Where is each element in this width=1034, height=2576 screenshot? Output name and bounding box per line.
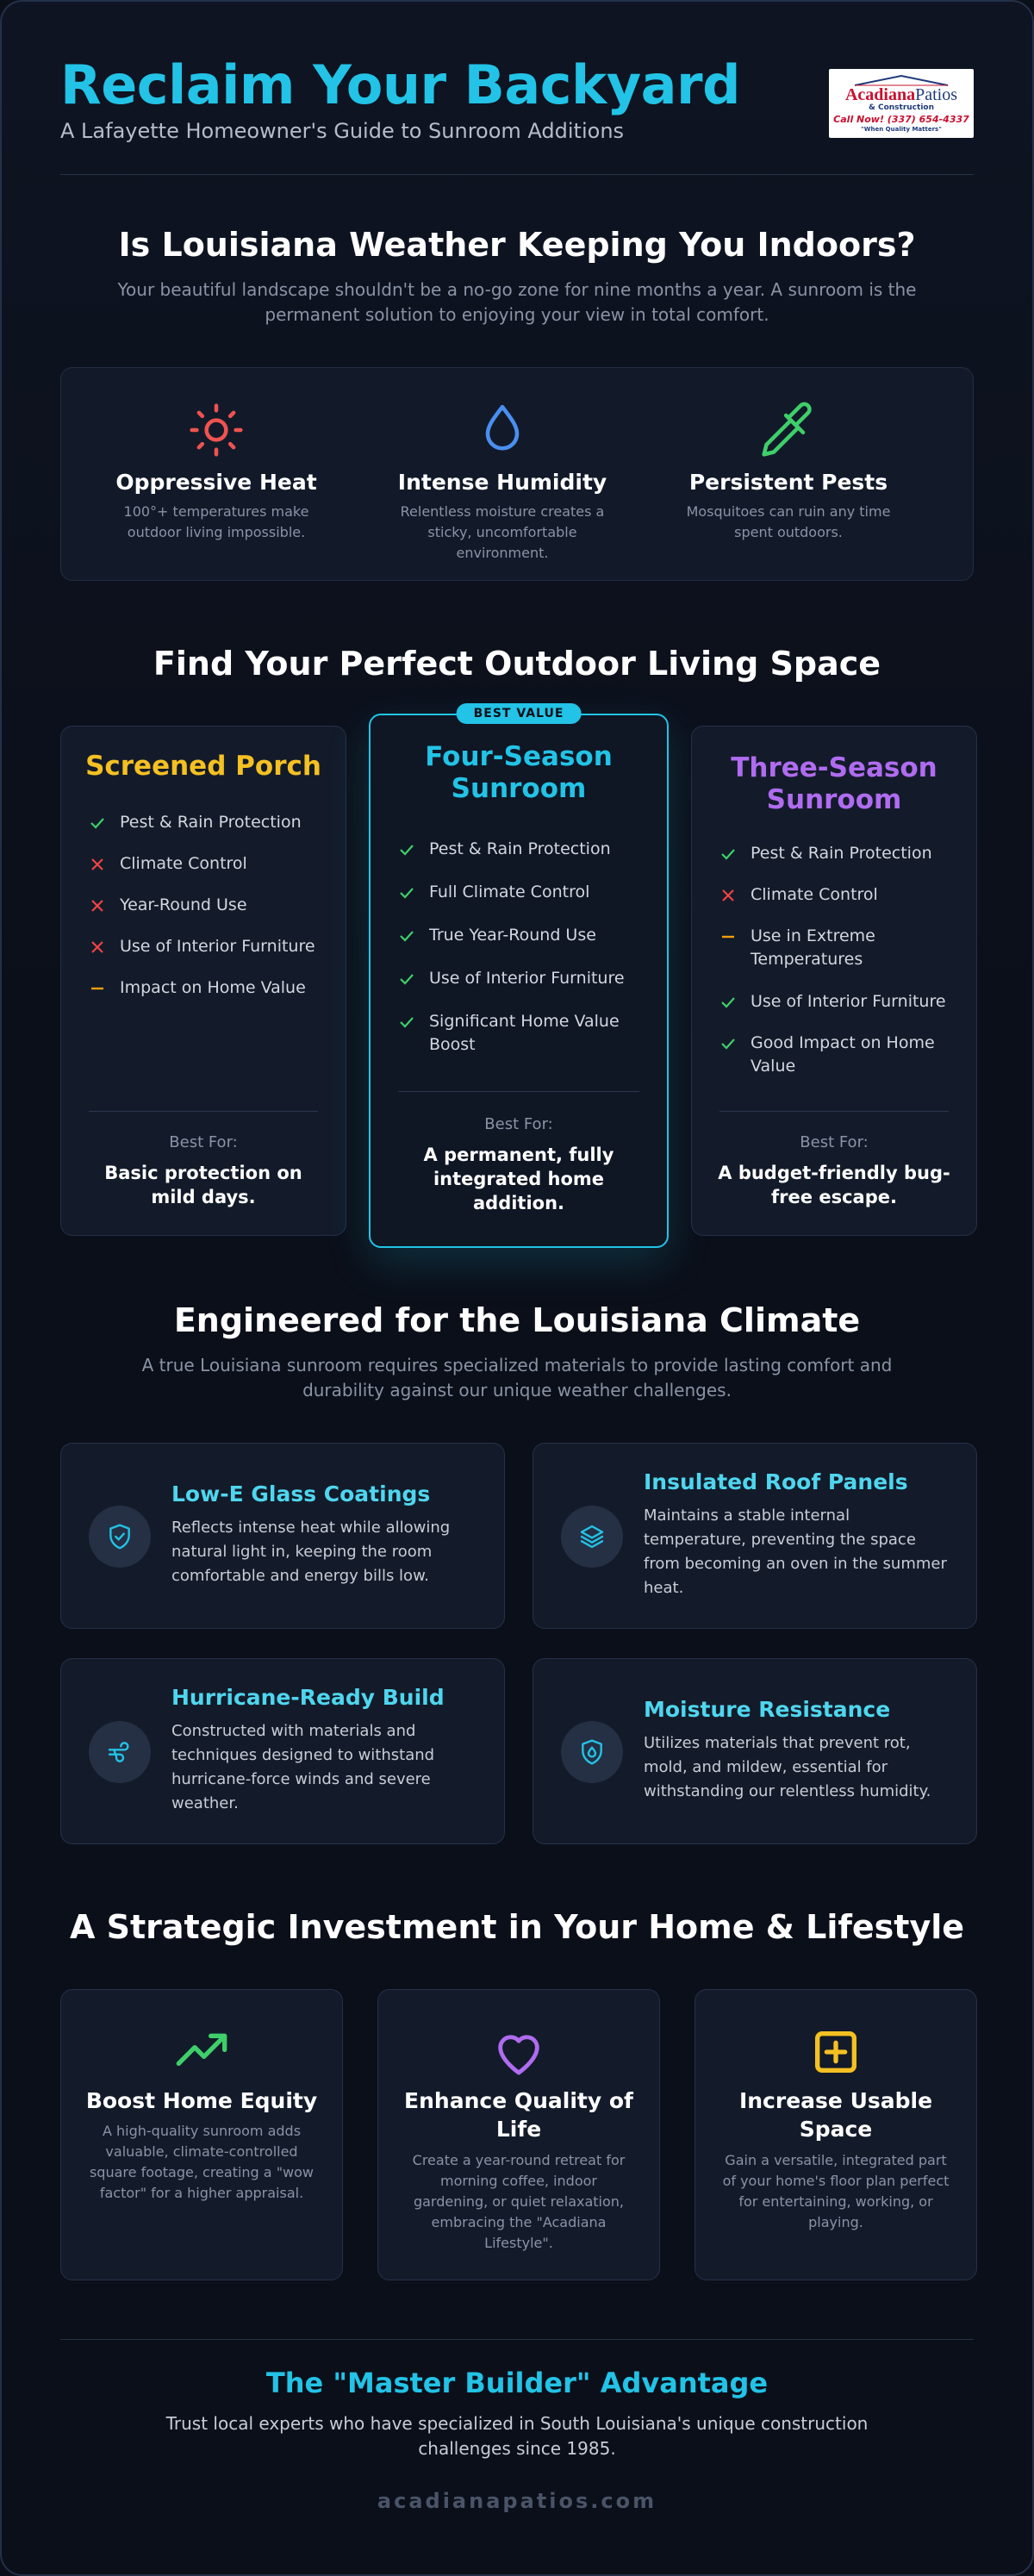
option-title: Screened Porch [85, 751, 321, 782]
feature-item [719, 990, 959, 1014]
check-icon [398, 1014, 415, 1031]
feature-label: Significant Home Value Boost [429, 1012, 620, 1054]
cross-icon [89, 939, 106, 956]
investment-card-equity [60, 1989, 343, 2280]
feature-label: Pest & Rain Protection [429, 839, 611, 858]
footer-desc: Trust local experts who have specialized in South Louisiana's unique construction challenges since 1985. [165, 2413, 869, 2459]
cross-icon [89, 856, 106, 873]
investment-card-quality [377, 1989, 660, 2280]
feature-title: Hurricane-Ready Build [171, 1685, 445, 1710]
page-subtitle: A Lafayette Homeowner's Guide to Sunroom Additions [60, 119, 625, 143]
feature-desc: Constructed with materials and techniques designed to withstand hurricane-force winds and severe weather. [171, 1722, 435, 1812]
dash-icon [89, 980, 106, 997]
best-for-label: Best For: [484, 1115, 553, 1133]
check-icon [719, 1035, 737, 1052]
check-icon [398, 884, 415, 901]
feature-label: Impact on Home Value [120, 978, 306, 997]
feature-item [89, 894, 328, 917]
page-title: Reclaim Your Backyard [60, 53, 740, 116]
check-icon [719, 845, 737, 863]
shield-check-icon [106, 1523, 134, 1550]
compare-heading: Find Your Perfect Outdoor Living Space [153, 645, 881, 683]
droplet-icon [473, 401, 532, 459]
wind-icon [106, 1738, 134, 1766]
investment-heading: A Strategic Investment in Your Home & Lifestyle [69, 1908, 965, 1946]
feature-card-roof-panels [533, 1443, 977, 1629]
investment-desc: Gain a versatile, integrated part of your home's floor plan perfect for entertaining, working, or playing. [722, 2152, 950, 2230]
check-icon [398, 927, 415, 945]
best-for-value: A budget-friendly bug-free escape. [718, 1163, 950, 1207]
feature-desc: Reflects intense heat while allowing natural light in, keeping the room comfortable and energy bills low. [171, 1519, 451, 1585]
check-icon [398, 970, 415, 988]
feature-label: Good Impact on Home Value [751, 1033, 935, 1076]
feature-item [398, 967, 650, 990]
feature-label: Full Climate Control [429, 883, 590, 901]
best-for-value: Basic protection on mild days. [104, 1163, 302, 1207]
feature-card-low-e-glass [60, 1443, 505, 1629]
investment-desc: Create a year-round retreat for morning coffee, indoor gardening, or quiet relaxation, embracing the "Acadiana Lifestyle". [412, 2152, 626, 2251]
problem-heat [78, 401, 354, 543]
feature-item [719, 842, 959, 865]
roof-logo-mark [855, 74, 948, 86]
problem-title: Persistent Pests [688, 470, 888, 495]
feature-label: Use of Interior Furniture [751, 992, 946, 1011]
feature-title: Low-E Glass Coatings [171, 1481, 431, 1506]
logo-motto: "When Quality Matters" [861, 126, 942, 133]
check-icon [398, 841, 415, 858]
logo-brand-a: Acadiana [844, 85, 916, 104]
footer-title: The "Master Builder" Advantage [265, 2367, 769, 2399]
feature-label: Year-Round Use [120, 895, 247, 914]
option-three-season-sunroom[interactable] [691, 726, 977, 1236]
feature-item [89, 811, 328, 834]
plus-square-icon [808, 2024, 863, 2080]
dash-icon [719, 928, 737, 945]
problem-title: Oppressive Heat [115, 470, 317, 495]
investment-title: Enhance Quality of Life [404, 2088, 633, 2142]
option-title: Three-Season Sunroom [731, 752, 937, 815]
option-four-season-sunroom[interactable] [369, 707, 669, 1248]
header-divider [60, 174, 974, 175]
page-header [60, 53, 974, 174]
pipette-icon [759, 401, 818, 459]
heart-icon [491, 2024, 546, 2080]
option-divider [398, 1091, 639, 1092]
best-for-label: Best For: [169, 1133, 238, 1151]
feature-desc: Maintains a stable internal temperature, preventing the space from becoming an oven in the summer heat. [644, 1506, 947, 1597]
feature-card-hurricane-build [60, 1658, 505, 1844]
problem-desc: Mosquitoes can ruin any time spent outdoors. [686, 503, 891, 540]
engineered-heading: Engineered for the Louisiana Climate [173, 1301, 861, 1339]
cross-icon [89, 897, 106, 914]
logo-brand [829, 86, 974, 103]
investment-title: Boost Home Equity [85, 2088, 318, 2113]
feature-item [719, 1032, 959, 1078]
logo-phone: Call Now! (337) 654-4337 [833, 114, 969, 125]
weather-problems-panel [60, 367, 974, 581]
feature-desc: Utilizes materials that prevent rot, mold, and mildew, essential for withstanding our relentless humidity. [644, 1734, 931, 1800]
engineered-lead: A true Louisiana sunroom requires specialized materials to provide lasting comfort and durability against our unique weather challenges. [141, 1355, 893, 1400]
investment-title: Increase Usable Space [738, 2088, 933, 2142]
option-title: Four-Season Sunroom [425, 741, 613, 804]
investment-desc: A high-quality sunroom adds valuable, climate-controlled square footage, creating a "wow factor" for a higher appraisal. [89, 2123, 315, 2201]
feature-icon-badge [89, 1721, 151, 1783]
feature-item [398, 881, 650, 904]
feature-label: True Year-Round Use [429, 926, 596, 945]
option-divider [89, 1111, 318, 1112]
feature-label: Pest & Rain Protection [751, 844, 932, 863]
feature-item [398, 924, 650, 947]
problem-title: Intense Humidity [397, 470, 607, 495]
feature-item [89, 976, 328, 1000]
feature-label: Use of Interior Furniture [429, 969, 625, 988]
feature-item [89, 852, 328, 876]
feature-label: Pest & Rain Protection [120, 813, 302, 832]
problem-desc: Relentless moisture creates a sticky, uncomfortable environment. [400, 503, 605, 561]
feature-item [398, 838, 650, 861]
sun-icon [187, 401, 246, 459]
feature-label: Climate Control [120, 854, 247, 873]
logo-tagline: & Construction [869, 103, 934, 112]
weather-lead: Your beautiful landscape shouldn't be a no-go zone for nine months a year. A sunroom is the permanent solution to enjoying your view in total comfort. [117, 279, 917, 325]
shield-drop-icon [578, 1738, 606, 1766]
feature-item [398, 1010, 650, 1057]
cross-icon [719, 887, 737, 904]
problem-pests [651, 401, 926, 543]
footer-divider [60, 2339, 974, 2340]
investment-card-space [695, 1989, 977, 2280]
company-logo[interactable] [829, 69, 974, 138]
check-icon [89, 814, 106, 832]
feature-icon-badge [89, 1506, 151, 1568]
logo-brand-b: Patios [915, 85, 958, 104]
best-value-badge: BEST VALUE [457, 703, 582, 724]
feature-icon-badge [561, 1506, 623, 1568]
best-for-label: Best For: [800, 1133, 869, 1151]
check-icon [719, 994, 737, 1011]
feature-label: Use in Extreme Temperatures [751, 926, 875, 969]
problem-desc: 100°+ temperatures make outdoor living impossible. [123, 503, 309, 540]
trending-up-icon [174, 2024, 229, 2080]
best-for-value: A permanent, fully integrated home addition. [423, 1145, 614, 1213]
feature-label: Use of Interior Furniture [120, 937, 315, 956]
feature-item [89, 935, 328, 958]
layers-icon [578, 1523, 606, 1550]
feature-label: Climate Control [751, 885, 878, 904]
feature-item [719, 883, 959, 907]
feature-item [719, 925, 959, 971]
website-link[interactable]: acadianapatios.com [377, 2489, 657, 2513]
feature-card-moisture [533, 1658, 977, 1844]
feature-title: Moisture Resistance [644, 1697, 891, 1722]
option-divider [719, 1111, 949, 1112]
weather-heading: Is Louisiana Weather Keeping You Indoors? [118, 226, 916, 264]
feature-title: Insulated Roof Panels [644, 1469, 908, 1494]
problem-humidity [364, 401, 640, 564]
feature-icon-badge [561, 1721, 623, 1783]
option-screened-porch[interactable] [60, 726, 346, 1236]
